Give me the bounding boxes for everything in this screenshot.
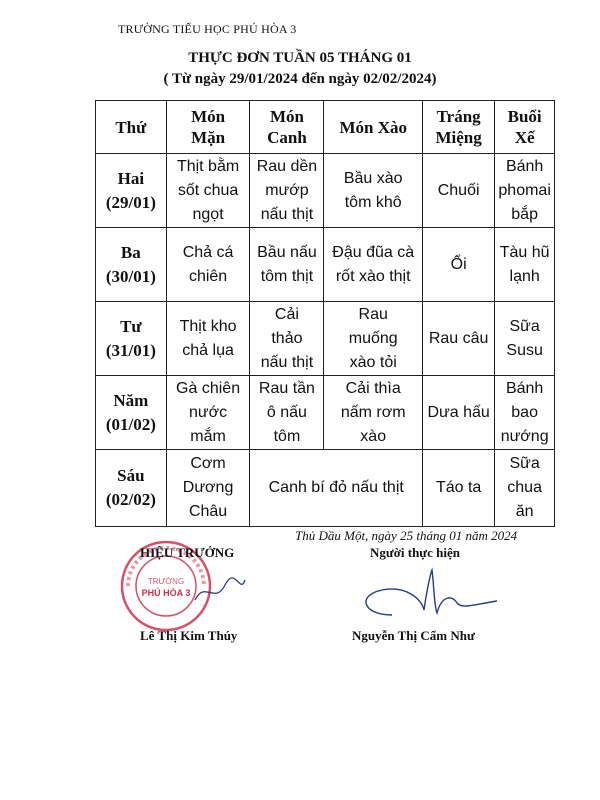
cell-dessert: Chuối xyxy=(422,154,494,228)
preparer-title: Người thực hiện xyxy=(370,545,460,560)
cell-soup: Rau dền mướp nấu thịt xyxy=(250,154,324,228)
cell-main-dish: Gà chiên nước mắm xyxy=(166,376,250,450)
cell-soup: Bầu nấu tôm thịt xyxy=(250,228,324,302)
cell-dessert: Táo ta xyxy=(422,450,494,527)
table-row xyxy=(96,450,555,527)
column-header-day: Thứ xyxy=(96,101,167,154)
principal-title: HIỆU TRƯỞNG xyxy=(140,545,235,560)
cell-stir-fry: Đậu đũa cà rốt xào thịt xyxy=(324,228,423,302)
menu-date-range: ( Từ ngày 29/01/2024 đến ngày 02/02/2024) xyxy=(163,71,437,87)
cell-dessert: Dưa hấu xyxy=(422,376,494,450)
svg-text:TRƯỜNG: TRƯỜNG xyxy=(147,577,185,586)
column-header-stir-fry: Món Xào xyxy=(324,101,423,154)
principal-name: Lê Thị Kim Thúy xyxy=(140,628,238,643)
signing-date: Thủ Dầu Một, ngày 25 tháng 01 năm 2024 xyxy=(295,528,518,543)
cell-soup-stir-fry-merged: Canh bí đỏ nấu thịt xyxy=(250,450,423,527)
cell-day: Sáu (02/02) xyxy=(96,450,167,527)
cell-main-dish: Cơm Dương Châu xyxy=(166,450,250,527)
column-header-soup: Món Canh xyxy=(250,101,324,154)
cell-stir-fry: Cải thìa nấm rơm xào xyxy=(324,376,423,450)
principal-signature xyxy=(190,570,250,610)
table-row xyxy=(96,302,555,376)
cell-main-dish: Thịt bằm sốt chua ngọt xyxy=(166,154,250,228)
cell-main-dish: Thịt kho chả lụa xyxy=(166,302,250,376)
cell-afternoon-snack: Tàu hũ lạnh xyxy=(495,228,555,302)
preparer-signature xyxy=(352,565,502,625)
school-name: TRƯỜNG TIỂU HỌC PHÚ HÒA 3 xyxy=(118,22,297,36)
cell-day: Năm (01/02) xyxy=(96,376,167,450)
cell-afternoon-snack: Bánh bao nướng xyxy=(495,376,555,450)
cell-afternoon-snack: Bánh phomai bắp xyxy=(495,154,555,228)
cell-dessert: Ổi xyxy=(422,228,494,302)
cell-stir-fry: Rau muống xào tỏi xyxy=(324,302,423,376)
table-row xyxy=(96,228,555,302)
column-header-main-dish: Món Mặn xyxy=(166,101,250,154)
cell-soup: Cải thảo nấu thịt xyxy=(250,302,324,376)
cell-dessert: Rau câu xyxy=(422,302,494,376)
column-header-afternoon-snack: Buổi Xế xyxy=(495,101,555,154)
table-header-row xyxy=(96,101,555,154)
table-row xyxy=(96,376,555,450)
cell-day: Hai (29/01) xyxy=(96,154,167,228)
cell-day: Tư (31/01) xyxy=(96,302,167,376)
cell-day: Ba (30/01) xyxy=(96,228,167,302)
cell-afternoon-snack: Sữa chua ăn xyxy=(495,450,555,527)
menu-title: THỰC ĐƠN TUẦN 05 THÁNG 01 xyxy=(188,50,412,66)
preparer-name: Nguyễn Thị Cẩm Như xyxy=(352,628,475,643)
cell-main-dish: Chả cá chiên xyxy=(166,228,250,302)
cell-afternoon-snack: Sữa Susu xyxy=(495,302,555,376)
stamp-text: PHÚ HÒA 3 xyxy=(141,588,191,598)
table-row xyxy=(96,154,555,228)
cell-stir-fry: Bầu xào tôm khô xyxy=(324,154,423,228)
cell-soup: Rau tần ô nấu tôm xyxy=(250,376,324,450)
weekly-menu-table xyxy=(95,100,555,527)
column-header-dessert: Tráng Miệng xyxy=(422,101,494,154)
